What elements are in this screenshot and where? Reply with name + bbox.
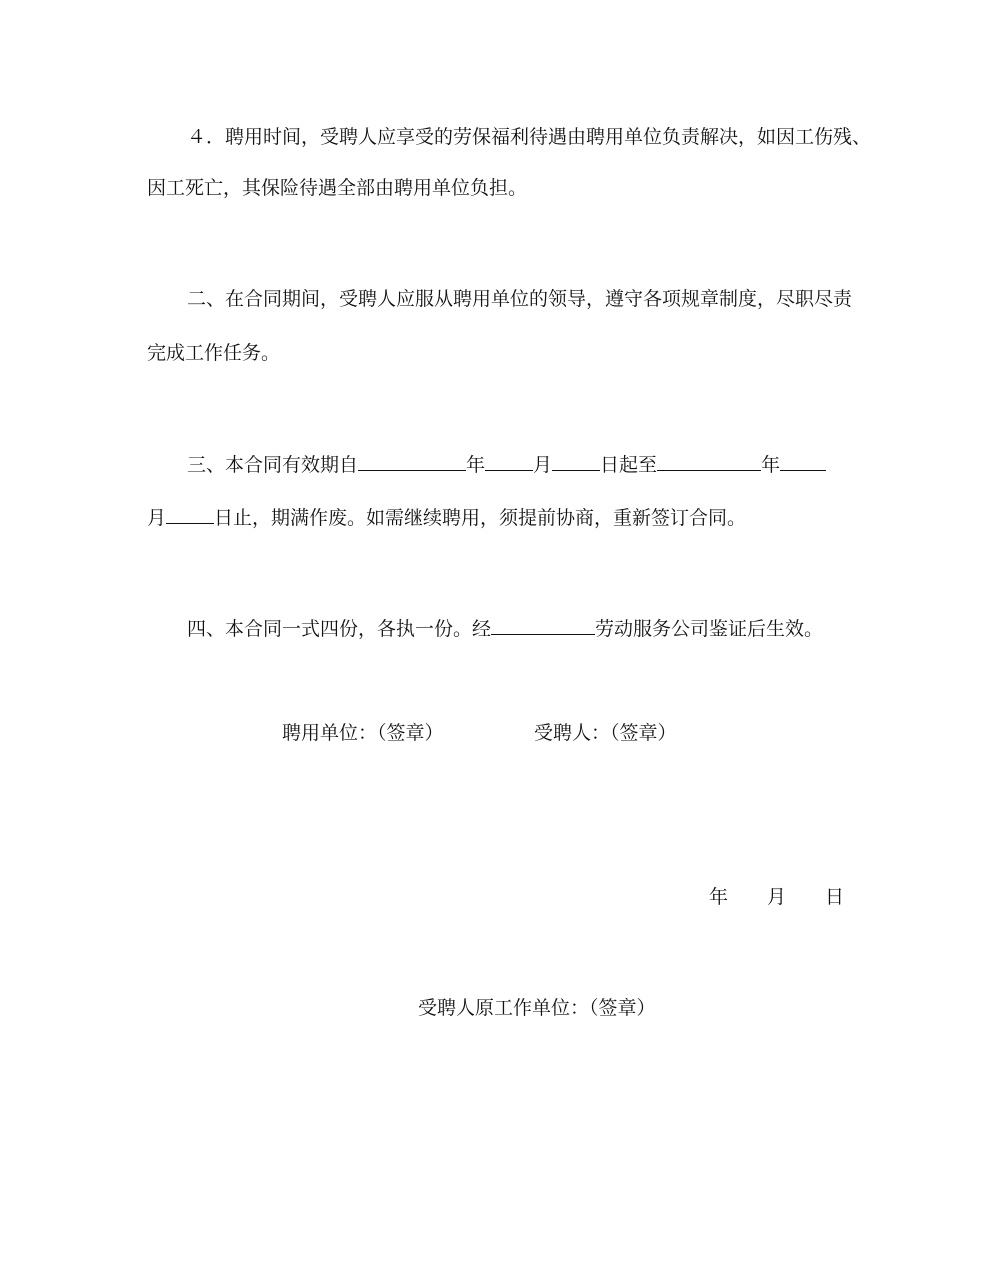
section-3-prefix: 三、本合同有效期自: [187, 454, 359, 476]
date-year-label: 年: [709, 886, 729, 908]
start-month-label: 月: [533, 454, 553, 476]
employee-signature: 受聘人：（签章）: [534, 722, 677, 744]
section-3-line-2: [147, 505, 746, 530]
end-day-blank[interactable]: [166, 505, 214, 524]
section-4-suffix: 劳动服务公司鉴证后生效。: [595, 618, 824, 640]
end-year-blank[interactable]: [657, 452, 761, 471]
section-3-line-1: [187, 452, 826, 477]
section-2-line-1: 二、在合同期间，受聘人应服从聘用单位的领导，遵守各项规章制度，尽职尽责: [187, 288, 853, 310]
clause-4-line-1: ４．聘用时间，受聘人应享受的劳保福利待遇由聘用单位负责解决，如因工伤残、: [187, 126, 872, 148]
start-year-label: 年: [466, 454, 486, 476]
start-day-label: 日起至: [600, 454, 658, 476]
original-employer-signature: 受聘人原工作单位：（签章）: [418, 997, 656, 1019]
section-3-rest: 日止，期满作废。如需继续聘用，须提前协商，重新签订合同。: [214, 507, 747, 529]
section-4-line: [187, 616, 823, 641]
labor-company-blank[interactable]: [491, 616, 595, 635]
start-day-blank[interactable]: [552, 452, 600, 471]
start-month-blank[interactable]: [485, 452, 533, 471]
employer-signature: 聘用单位：（签章）: [282, 722, 444, 744]
date-month-label: 月: [767, 886, 787, 908]
date-day-label: 日: [825, 886, 845, 908]
section-4-prefix: 四、本合同一式四份，各执一份。经: [187, 618, 492, 640]
end-month-blank[interactable]: [780, 452, 826, 471]
start-year-blank[interactable]: [358, 452, 466, 471]
section-2-line-2: 完成工作任务。: [147, 342, 281, 364]
end-year-label: 年: [761, 454, 781, 476]
clause-4-line-2: 因工死亡，其保险待遇全部由聘用单位负担。: [147, 177, 528, 199]
end-month-label: 月: [147, 507, 167, 529]
